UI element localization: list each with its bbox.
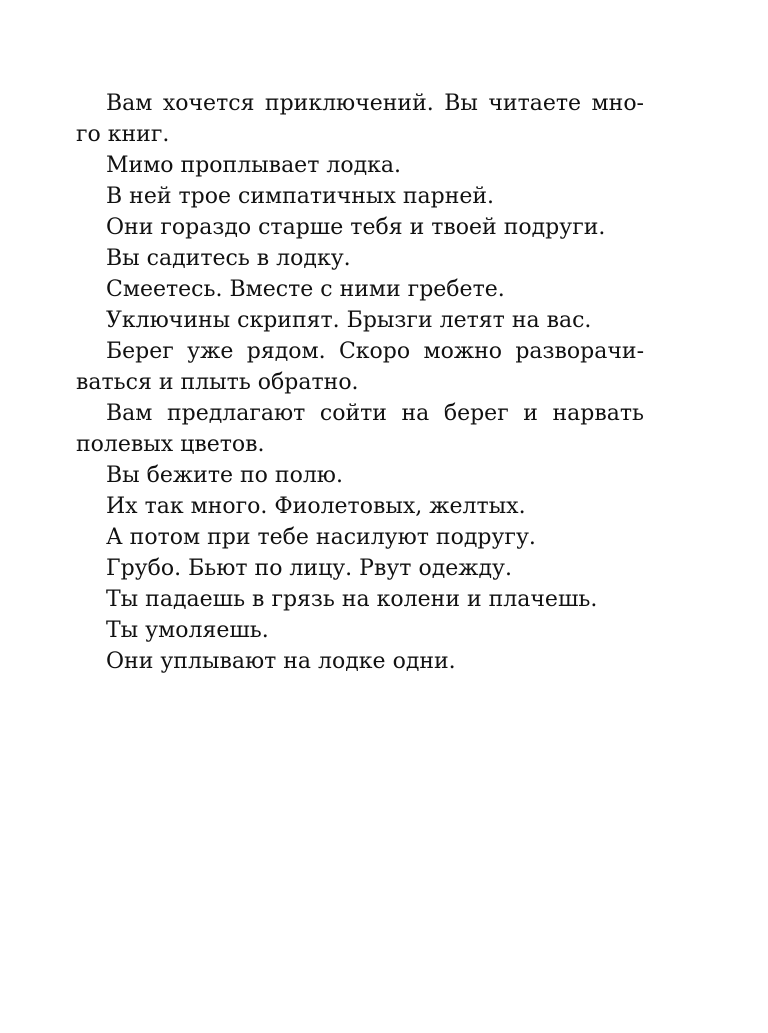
paragraph-9: Вам предлагают сойти на берег и нарвать полевых цветов. (76, 401, 644, 457)
paragraph-12: А потом при тебе насилуют подругу. (106, 525, 536, 550)
paragraph-11: Их так много. Фиолетовых, желтых. (106, 494, 526, 519)
paragraph-6: Смеетесь. Вместе с ними гребете. (106, 277, 505, 302)
paragraph-3: В ней трое симпатичных парней. (106, 184, 495, 209)
paragraph-14: Ты падаешь в грязь на колени и плачешь. (106, 587, 598, 612)
paragraph-4: Они гораздо старше тебя и твоей подруги. (106, 215, 606, 240)
paragraph-7: Уключины скрипят. Брызги летят на вас. (106, 308, 592, 333)
paragraph-16: Они уплывают на лодке одни. (106, 649, 456, 674)
paragraph-8: Берег уже рядом. Скоро можно разворачи-ваться и плыть обратно. (76, 339, 644, 395)
paragraph-10: Вы бежите по полю. (106, 463, 343, 488)
paragraph-2: Мимо проплывает лодка. (106, 153, 401, 178)
paragraph-1: Вам хочется приключений. Вы читаете мно-го книг. (76, 91, 644, 147)
paragraph-13: Грубо. Бьют по лицу. Рвут одежду. (106, 556, 512, 581)
paragraph-15: Ты умоляешь. (106, 618, 269, 643)
paragraph-5: Вы садитесь в лодку. (106, 246, 351, 271)
text-block (76, 88, 644, 677)
